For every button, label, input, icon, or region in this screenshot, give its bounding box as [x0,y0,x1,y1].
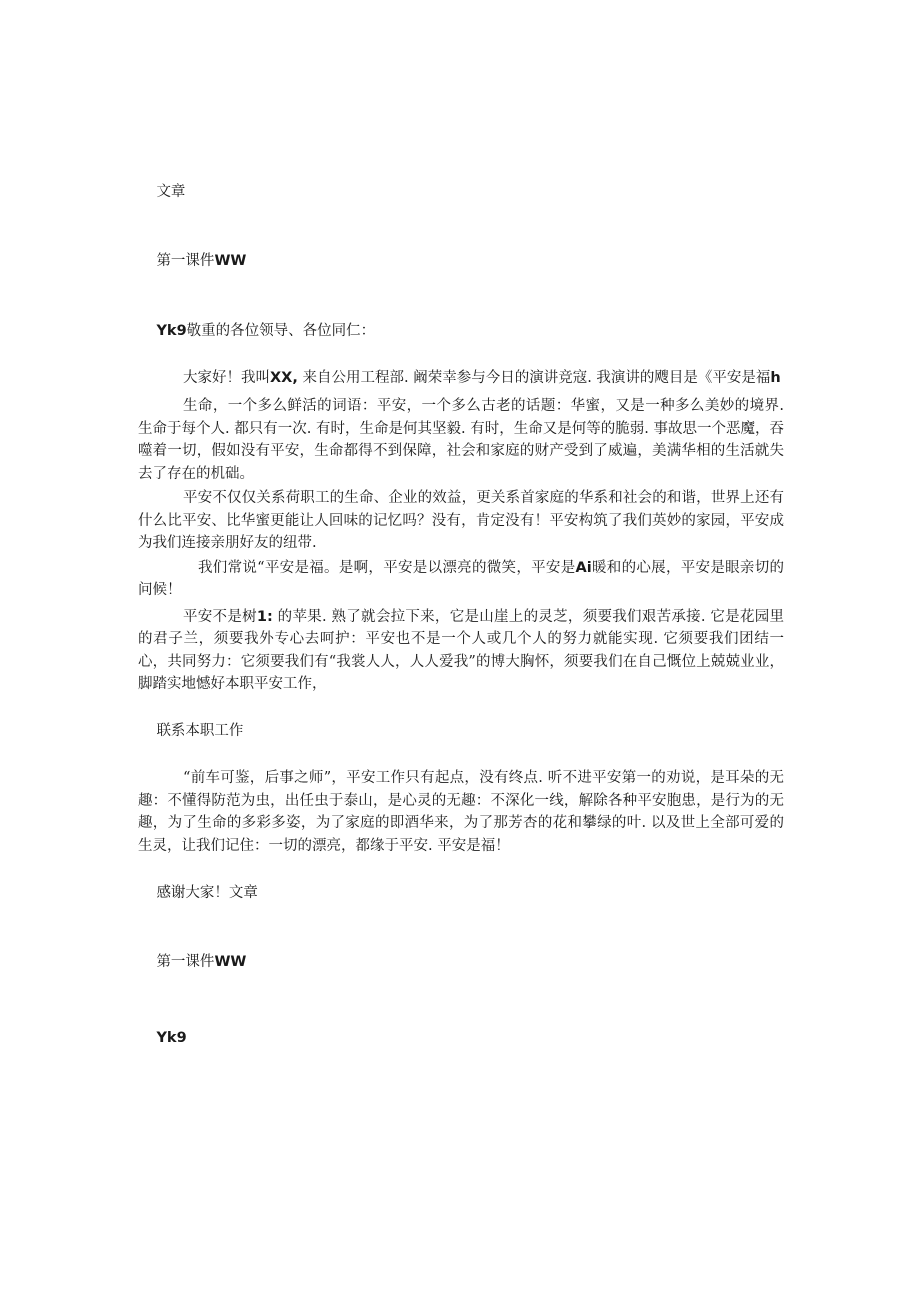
closing-line [138,859,784,927]
footer-subtitle-line [138,929,784,997]
blessing-part-a: 我们常说“平安是福。是啊，平安是以漂亮的微笑，平安是 [198,559,576,576]
intro-part-c: 来自公用工程部. 阚荣幸参与今日的演讲竞寇. 我演讲的飕目是《平安是福 [297,369,771,386]
paragraph-life [138,395,784,485]
doc-subtitle-suffix: WW [214,253,247,269]
doc-title-text: 文章 [156,183,186,200]
doc-subtitle-prefix: 第一课件 [156,253,215,269]
footer-subtitle-suffix: WW [214,954,247,970]
intro-part-a: 大家好！我叫 [183,369,270,386]
apple-part-b: 1: [256,608,273,625]
section-heading-job-text: 联系本职工作 [156,723,244,739]
paragraph-safety-relation [138,487,784,555]
greeting-line [138,297,784,365]
apple-part-c: 的苹果. 熟了就会拉下来，它是山崖上的灵芝，须要我们艰苦承接. 它是花园里的君子兰，须要我外专心去呵护：平安也不是一个人或几个人的努力就能实现. 它须要我们团结一心，共同努力：它须要我们有“我裳人人，人人爱我”的博大胸怀，须要我们在自己慨位上兢兢业业，脚踏实地憾好本职平安工作， [138,608,785,692]
paragraph-safety-blessing [138,557,784,602]
paragraph-not-apple [138,606,784,696]
paragraph-lesson-text: “前车可鉴，后事之师”，平安工作只有起点，没有终点. 听不进平安第一的劝说，是耳朵的无趣：不懂得防范为虫，出任虫于泰山，是心灵的无趣：不深化一线，解除各种平安胞患，是行为的无趣，为了生命的多彩多姿，为了家庭的即酒华来，为了那芳杏的花和攀绿的叶. 以及世上全部可爱的生灵，让我们记住：一切的漂亮，都缘于平安. 平安是福！ [138,770,784,854]
paragraph-safety-relation-text: 平安不仅仅关系荷职工的生命、企业的效益，更关系首家庭的华系和社会的和谐，世界上还有什么比平安、比华蜜更能让人回味的记忆吗？没有，肯定没有！平安构筑了我们英妙的家园，平安成为我们连接亲朋好友的纽带. [138,490,784,551]
footer-code: Yk9 [156,1029,187,1046]
blessing-part-c: 暖和的心展，平安是眼亲切的问候！ [138,559,784,598]
greeting-prefix: Yk9 [156,322,187,339]
blessing-part-b: Ai [575,559,592,576]
doc-subtitle-line [138,228,784,296]
doc-title-line [138,158,784,226]
paragraph-intro [138,367,784,390]
closing-text: 感谢大家！文章 [156,884,258,901]
section-heading-job [138,698,784,766]
paragraph-life-text: 生命，一个多么鲜活的词语：平安，一个多么古老的话题：华蜜，又是一种多么美妙的境界. 生命于每个人. 都只有一次. 有时，生命是何其坚毅. 有时，生命又是何等的脆弱. 事故思一个恶魔，吞噬着一切，假如没有平安，生命都得不到保障，社会和家庭的财产受到了威遍，美满华相的生活就失去了存在的机础。 [138,398,784,482]
footer-code-line [138,1004,784,1072]
paragraph-lesson [138,767,784,857]
intro-name: XX, [270,369,298,386]
apple-part-a: 平安不是树 [183,608,257,625]
intro-part-d: h [770,369,781,386]
document-page [138,158,784,1074]
footer-subtitle-prefix: 第一课件 [156,954,215,970]
greeting-text: 敬重的各位领导、各位同仁： [186,322,376,339]
